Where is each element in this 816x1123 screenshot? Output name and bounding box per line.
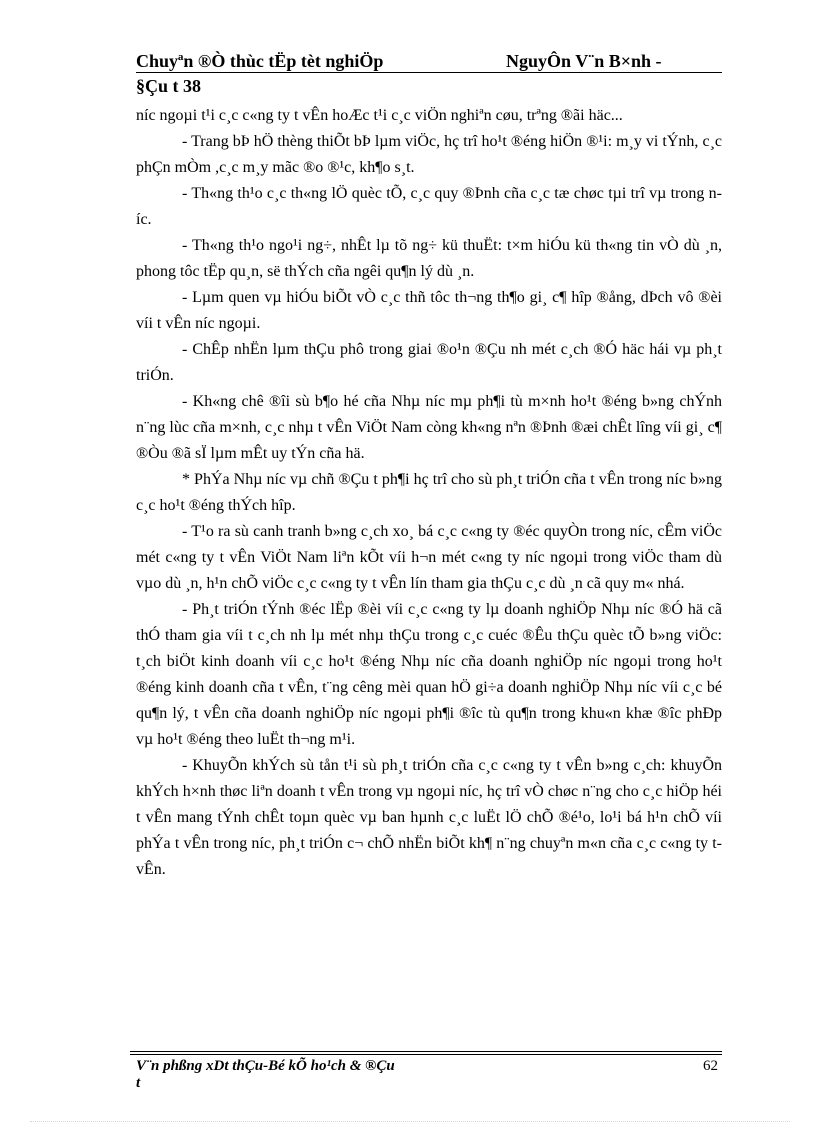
body-paragraph: - Trang bÞ hÖ thèng thiÕt bÞ lµm viÖc, hç trî ho¹t ®éng hiÖn ®¹i: m¸y vi tÝnh, c¸c phÇn mÒm ,c¸c m¸y mãc ®o ®¹c, kh¶o s¸t. [136,133,722,176]
body-paragraph: - Lµm quen vµ hiÓu biÕt vÒ c¸c thñ tôc th¬ng th¶o gi¸ c¶ hîp ®ång, dÞch vô ®èi víi t vÊn níc ngoµi. [136,289,722,332]
body-paragraph: - Th«ng th¹o c¸c th«ng lÖ quèc tÕ, c¸c quy ®Þnh cña c¸c tæ chøc tµi trî vµ trong níc. [136,185,722,228]
body-paragraph: - Kh«ng chê ®îi sù b¶o hé cña Nhµ níc mµ ph¶i tù m×nh ho¹t ®éng b»ng chÝnh n¨ng lùc cña m×nh, c¸c nhµ t vÊn ViÖt Nam còng kh«ng nªn ®Þnh ®æi chÊt lîng víi gi¸ c¶ ®Òu ®ã sÏ lµm mÊt uy tÝn cña hä. [136,393,722,462]
body-paragraph: - ChÊp nhËn lµm thÇu phô trong giai ®o¹n ®Çu nh mét c¸ch ®Ó häc hái vµ ph¸t triÓn. [136,341,722,384]
footer-rule [130,1051,722,1052]
footer-office: V¨n phßng xDt thÇu-Bé kÕ ho¹ch & ®Çu t [136,1058,395,1091]
page-footer [130,1051,722,1091]
header-author: NguyÔn V¨n B×nh - [506,51,662,71]
body-paragraph: - KhuyÕn khÝch sù tån t¹i sù ph¸t triÓn cña c¸c c«ng ty t vÊn b»ng c¸ch: khuyÕn khÝch h×nh thøc liªn doanh t vÊn trong vµ ngoµi níc, hç trî vÒ chøc n¨ng cho c¸c hiÖp héi t vÊn mang tÝnh chÊt toµn quèc vµ ban hµnh c¸c luËt lÖ chÕ ®é¹o, lo¹i bá h¹n chÕ víi phÝa t vÊn trong níc, ph¸t triÓn c¬ chÕ nhËn biÕt kh¶ n¨ng chuyªn m«n cña c¸c c«ng ty t vÊn. [136,757,722,878]
header-class-code: §Çu t 38 [136,76,202,96]
document-body [136,103,722,883]
body-paragraph: - Ph¸t triÓn tÝnh ®éc lËp ®èi víi c¸c c«ng ty lµ doanh nghiÖp Nhµ níc ®Ó hä cã thÓ tham gia víi t c¸ch nh lµ mét nhµ thÇu trong c¸c cuéc ®Êu thÇu quèc tÕ b»ng viÖc: t¸ch biÖt kinh doanh víi c¸c ho¹t ®éng Nhµ níc cña doanh nghiÖp níc ngoµi trong ho¹t ®éng kinh doanh cña t vÊn, t¨ng cêng mèi quan hÖ gi÷a doanh nghiÖp Nhµ níc víi c¸c bé qu¶n lý, t vÊn cña doanh nghiÖp níc ngoµi ph¶i ®îc tù qu¶n trong khu«n khæ ®îc phÐp vµ ho¹t ®éng theo luËt th¬ng m¹i. [136,601,722,748]
body-paragraph: - T¹o ra sù canh tranh b»ng c¸ch xo¸ bá c¸c c«ng ty ®éc quyÒn trong níc, cÊm viÖc mét c«ng ty t vÊn ViÖt Nam liªn kÕt víi h¬n mét c«ng ty níc ngoµi trong viÖc tham dù vµo dù ¸n, h¹n chÕ viÖc c¸c c«ng ty t vÊn lín tham gia thÇu c¸c dù ¸n cã quy m« nhá. [136,523,722,592]
page-bottom-guide [30,1121,790,1122]
body-paragraph: - Th«ng th¹o ngo¹i ng÷, nhÊt lµ tõ ng÷ kü thuËt: t×m hiÓu kü th«ng tin vÒ dù ¸n, phong tôc tËp qu¸n, së thÝch cña ngêi qu¶n lý dù ¸n. [136,237,722,280]
header-title: Chuyªn ®Ò thùc tËp tèt nghiÖp [136,51,384,71]
body-paragraph: * PhÝa Nhµ níc vµ chñ ®Çu t ph¶i hç trî cho sù ph¸t triÓn cña t vÊn trong níc b»ng c¸c ho¹t ®éng thÝch hîp. [136,471,722,514]
body-paragraph: níc ngoµi t¹i c¸c c«ng ty t vÊn hoÆc t¹i c¸c viÖn nghiªn cøu, trªng ®ãi häc... [136,107,623,124]
page-number: 62 [703,1058,718,1074]
header-rule [136,72,722,73]
